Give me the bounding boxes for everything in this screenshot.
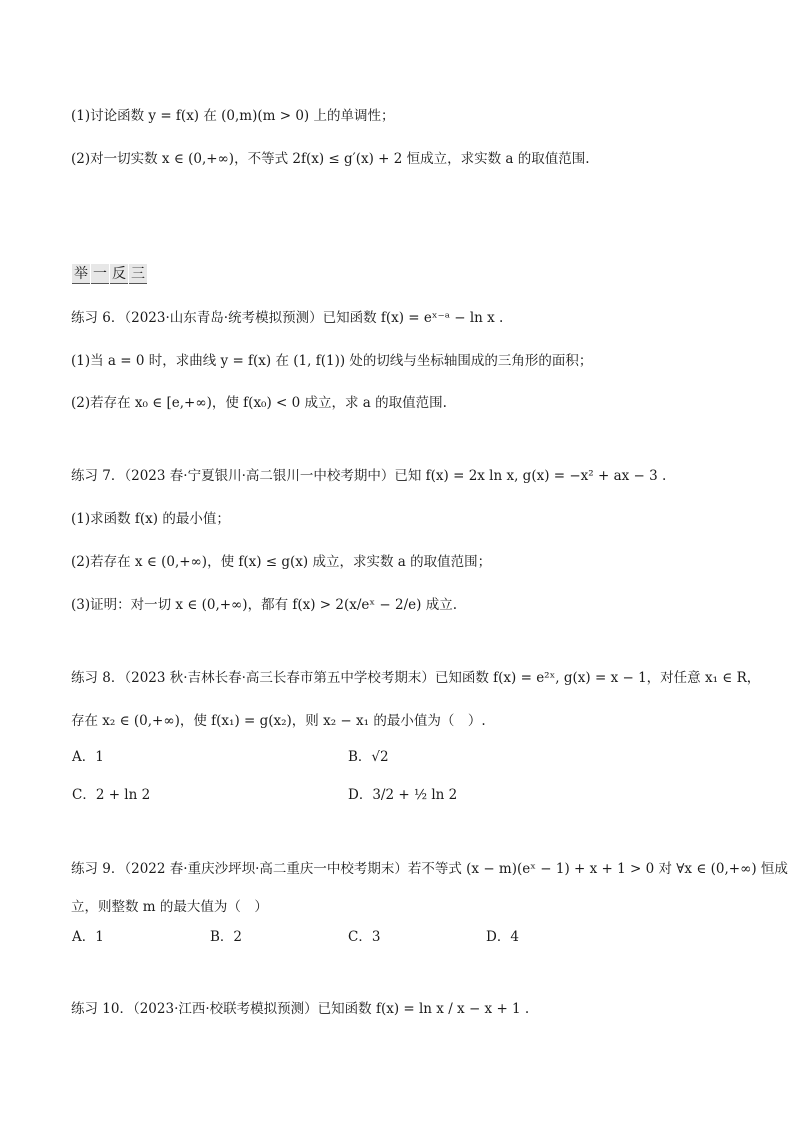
exercise-8-option-d: D．3/2 + ½ ln 2 [348,787,458,803]
exercise-8-option-b: B．√2 [348,749,389,765]
exercise-7-question-1: (1)求函数 f(x) 的最小值； [71,511,230,527]
exercise-7-stem: 练习 7．（2023 春·宁夏银川·高二银川一中校考期中）已知 f(x) = 2x ln x, g(x) = −x² + ax − 3 . [71,468,667,484]
banner-char: 举 [74,266,88,282]
exercise-9-stem-line-1: 练习 9．（2022 春·重庆沙坪坝·高二重庆一中校考期末）若不等式 (x − m)(eˣ − 1) + x + 1 > 0 对 ∀x ∈ (0,+∞) 恒成 [71,861,788,877]
intro-question-2: (2)对一切实数 x ∈ (0,+∞)，不等式 2f(x) ≤ g′(x) + 2 恒成立，求实数 a 的取值范围. [71,151,590,167]
banner-char: 反 [112,266,126,282]
intro-question-1: (1)讨论函数 y = f(x) 在 (0,m)(m > 0) 上的单调性； [71,108,395,124]
exercise-9-option-b: B．2 [210,929,243,945]
section-banner [72,264,148,284]
exercise-9-option-d: D．4 [486,929,519,945]
exercise-6-question-1: (1)当 a = 0 时，求曲线 y = f(x) 在 (1, f(1)) 处的切线与坐标轴围成的三角形的面积； [71,353,593,369]
banner-char: 一 [93,266,107,282]
exercise-7-question-3: (3)证明：对一切 x ∈ (0,+∞)，都有 f(x) > 2(x/eˣ − 2/e) 成立. [71,597,458,613]
exercise-6-stem: 练习 6．（2023·山东青岛·统考模拟预测）已知函数 f(x) = eˣ⁻ᵃ − ln x . [71,310,504,326]
exercise-7-question-2: (2)若存在 x ∈ (0,+∞)，使 f(x) ≤ g(x) 成立，求实数 a 的取值范围； [71,554,492,570]
exercise-6-question-2: (2)若存在 x₀ ∈ [e,+∞)，使 f(x₀) < 0 成立，求 a 的取值范围. [71,395,447,411]
banner-char: 三 [131,266,145,282]
exercise-10-stem: 练习 10．（2023·江西·校联考模拟预测）已知函数 f(x) = ln x / x − x + 1 . [71,1001,530,1017]
exercise-8-stem-line-1: 练习 8．（2023 秋·吉林长春·高三长春市第五中学校考期末）已知函数 f(x) = e²ˣ, g(x) = x − 1，对任意 x₁ ∈ R， [71,670,761,686]
exercise-8-option-c: C．2 + ln 2 [72,787,151,803]
exercise-9-stem-line-2: 立，则整数 m 的最大值为（ ） [71,899,268,915]
exercise-9-option-c: C．3 [348,929,381,945]
exercise-8-option-a: A．1 [72,749,104,765]
exercise-8-stem-line-2: 存在 x₂ ∈ (0,+∞)，使 f(x₁) = g(x₂)，则 x₂ − x₁ 的最小值为（ ）. [71,713,486,729]
exercise-9-option-a: A．1 [72,929,104,945]
